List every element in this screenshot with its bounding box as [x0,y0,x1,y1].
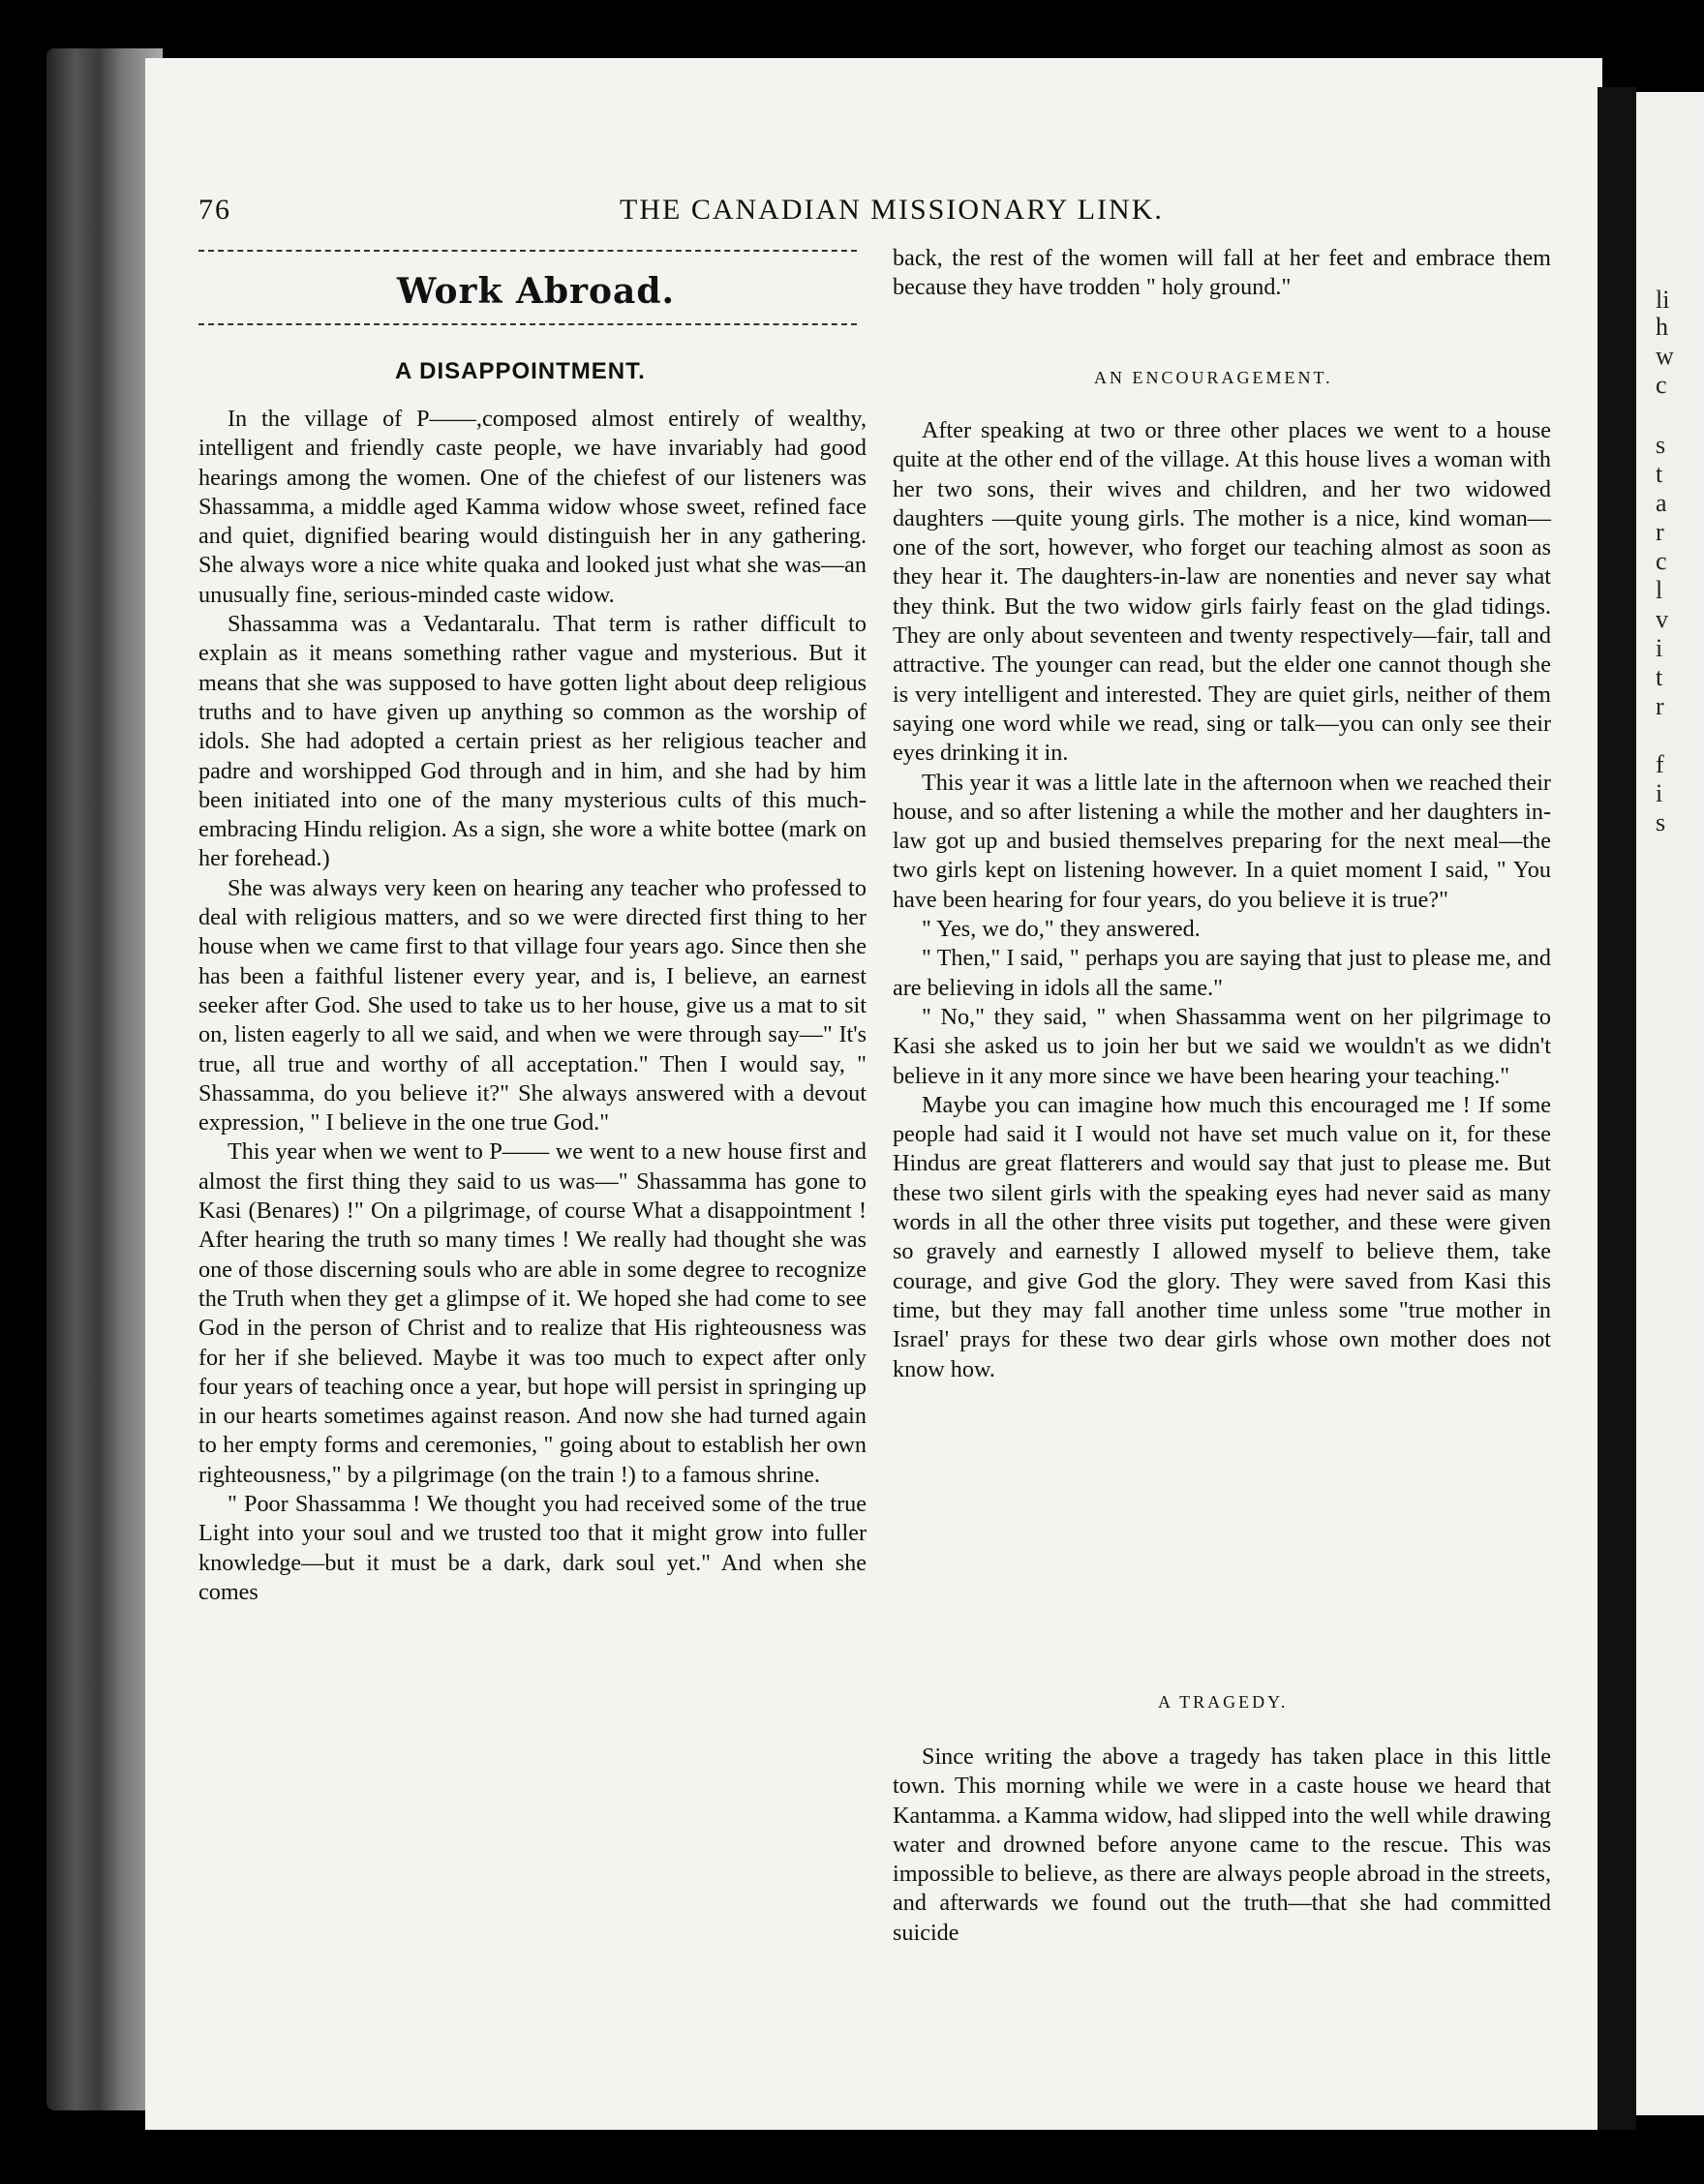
article-body-left [198,405,867,1607]
facing-page-fragment: r [1656,518,1664,546]
paragraph: Maybe you can imagine how much this encouraged me ! If some people had said it I would not have set much value on it, for these Hindus are great flatterers and would say that just to please me. But these two silent girls with the speaking eyes had never said as many words in all the other three visits put together, and these were given so gravely and earnestly I allowed myself to believe them, take courage, and give God the glory. They were saved from Kasi this time, but they may fall another time unless some "true mother in Israel' prays for these two dear girls whose own mother does not know how. [893,1091,1551,1382]
facing-page-fragment: i [1656,634,1663,662]
article-body-right [893,416,1551,1384]
department-title: Work Abroad. [397,271,676,312]
section-heading: AN ENCOURAGEMENT. [1094,368,1333,387]
paragraph: She was always very keen on hearing any teacher who professed to deal with religious matters, and so we were directed first thing to her house when we came first to that village four years ago. Since then she has been a faithful listener every year, and is, I believe, an earnest seeker after God. She used to take us to her house, give us a mat to sit on, listen eagerly to all we said, and when we were through say—" It's true, all true and worthy of all acceptation." Then I would say, " Shassamma, do you believe it?" She always answered with a devout expression, " I believe in the one true God." [198,874,867,1137]
facing-page-fragment: t [1656,460,1663,488]
paragraph: back, the rest of the women will fall at her feet and embrace them because they have trodden " holy ground." [893,245,1551,301]
paragraph: " No," they said, " when Shassamma went on her pilgrimage to Kasi she asked us to join her but we said we wouldn't as we didn't believe in it any more since we have been hearing your teaching." [893,1003,1551,1089]
facing-page-fragment: w [1656,342,1674,370]
facing-page-fragment: li [1656,286,1670,314]
facing-page-fragment: s [1656,808,1666,836]
running-title: THE CANADIAN MISSIONARY LINK. [620,194,1164,226]
paragraph: Since writing the above a tragedy has taken place in this little town. This morning while we were in a caste house we heard that Kantamma. a Kamma widow, had slipped into the well while drawing water and drowned before anyone came to the rescue. This was impossible to believe, as there are always people abroad in the streets, and afterwards we found out the truth—that she had committed suicide [893,1744,1551,1946]
facing-page-fragment: t [1656,663,1663,691]
article-title: A DISAPPOINTMENT. [395,358,646,384]
department-rule [198,323,857,325]
page-header [198,194,1186,232]
facing-page-fragment: r [1656,692,1664,720]
article-body-tragedy [893,1743,1551,1948]
paragraph: " Then," I said, " perhaps you are saying that just to please me, and are believing in idols all the same." [893,945,1551,1001]
facing-page-fragment: h [1656,313,1668,341]
paragraph: " Poor Shassamma ! We thought you had received some of the true Light into your soul and we trusted too that it might grow into fuller knowledge—but it must be a dark, dark soul yet." And when she comes [198,1490,867,1605]
facing-page-fragment: f [1656,750,1664,778]
facing-page-fragment: a [1656,489,1667,517]
section-heading: A TRAGEDY. [1158,1692,1289,1712]
facing-page-fragment: c [1656,371,1667,399]
article-continuation [893,244,1551,303]
facing-page-edge [1636,92,1704,2115]
page-number: 76 [198,194,231,226]
paragraph: This year it was a little late in the afternoon when we reached their house, and so after listening a while the mother and her daughters in-law got up and busied themselves preparing for the next meal—the two girls kept on listening however. In a quiet moment I said, " You have been hearing for four years, do you believe it is true?" [893,769,1551,913]
facing-page-fragment: i [1656,779,1663,807]
paragraph: After speaking at two or three other places we went to a house quite at the other end of the village. At this house lives a woman with her two sons, their wives and children, and her two widowed daughters —quite young girls. The mother is a nice, kind woman—one of the sort, however, who forget our teaching almost as soon as they hear it. The daughters-in-law are nonenties and never say what they think. But the two widow girls fairly feast on the glad tidings. They are only about seventeen and twenty respectively—fair, tall and attractive. The younger can read, but the elder one cannot though she is very intelligent and interested. They are quiet girls, neither of them saying one word while we read, sing or talk—you can only see their eyes drinking it in. [893,417,1551,767]
facing-page-fragment: v [1656,605,1668,633]
facing-page-fragment: c [1656,547,1667,575]
facing-page-fragment: l [1656,576,1663,604]
gutter-shadow [1598,87,1636,2130]
paragraph: This year when we went to P—— we went to a new house first and almost the first thing they said to us was—" Shassamma has gone to Kasi (Benares) !" On a pilgrimage, of course What a disappointment ! After hearing the truth so many times ! We really had thought she was one of those discerning souls who are able in some degree to recognize the Truth when they get a glimpse of it. We hoped she had come to see God in the person of Christ and to realize that His righteousness was for her if she believed. Maybe it was too much to expect after only four years of teaching once a year, but hope will persist in springing up in our hearts sometimes against reason. And now she had turned again to her empty forms and ceremonies, " going about to establish her own righteousness," by a pilgrimage (on the train !) to a famous shrine. [198,1138,867,1488]
paragraph: Shassamma was a Vedantaralu. That term is rather difficult to explain as it means something rather vague and mysterious. But it means that she was supposed to have gotten light about deep religious truths and to have given up anything so common as the worship of idols. She had adopted a certain priest as her religious teacher and padre and worshipped God through and in him, and she had by him been initiated into one of the many mysterious cults of this much-embracing Hindu religion. As a sign, she wore a white bottee (mark on her forehead.) [198,611,867,872]
facing-page-fragment: s [1656,431,1666,459]
header-rule-left [198,250,857,252]
paragraph: In the village of P——,composed almost entirely of wealthy, intelligent and friendly caste people, we have invariably had good hearings among the women. One of the chiefest of our listeners was Shassamma, a middle aged Kamma widow whose sweet, refined face and quiet, dignified bearing would distinguish her in any gathering. She always wore a nice white quaka and looked just what she was—an unusually fine, serious-minded caste widow. [198,406,867,608]
paragraph: " Yes, we do," they answered. [922,916,1201,943]
